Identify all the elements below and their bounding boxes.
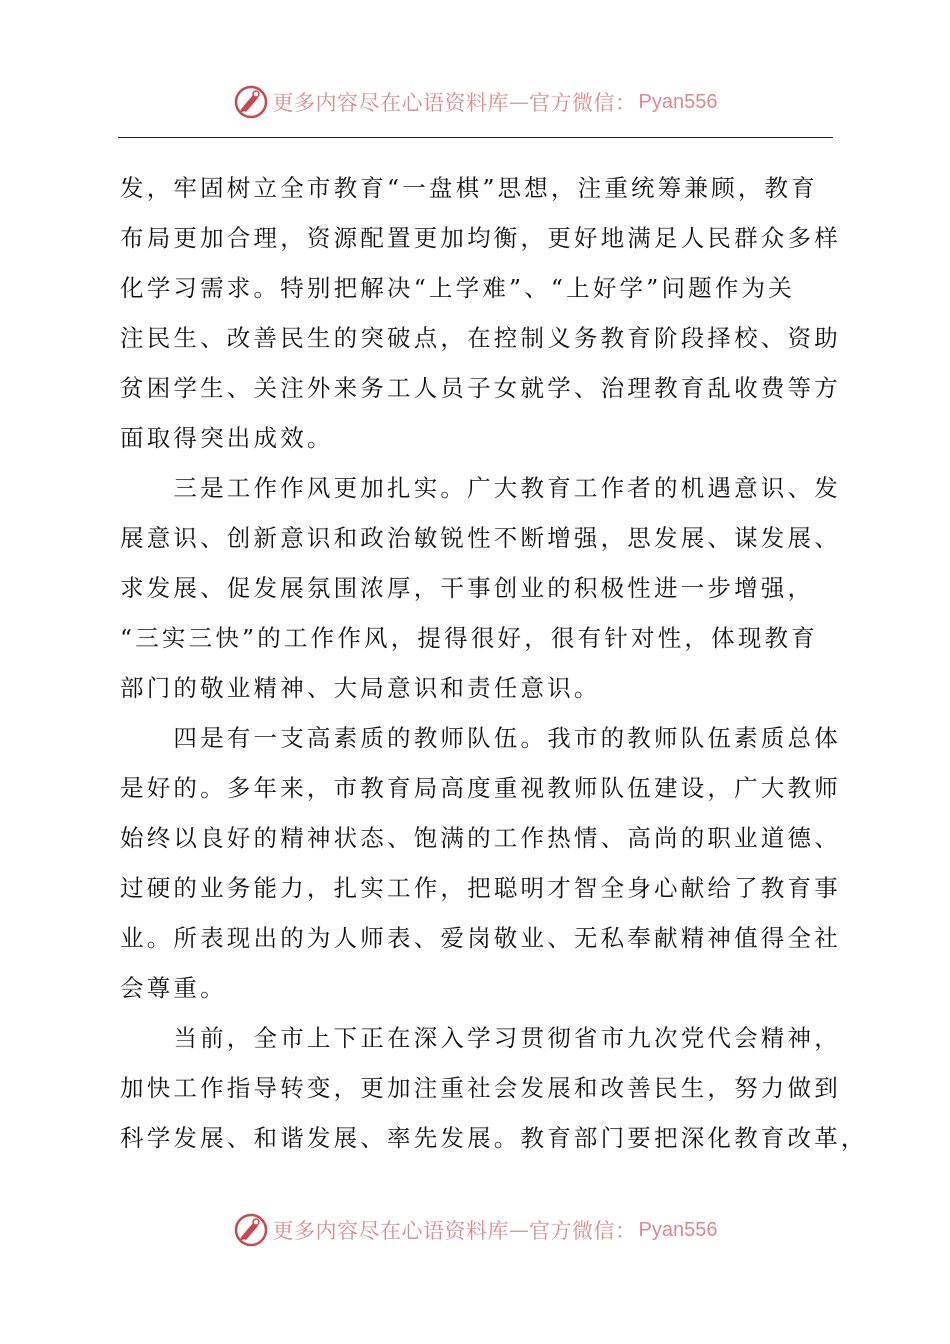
paragraph <box>120 713 841 1013</box>
text-line: 三是工作作风更加扎实。广大教育工作者的机遇意识、发 <box>120 474 841 502</box>
paragraph <box>120 1013 868 1163</box>
text-line: 求发展、促发展氛围浓厚，干事创业的积极性进一步增强， <box>120 574 815 602</box>
text-line: “三实三快”的工作作风，提得很好，很有针对性，体现教育 <box>120 624 818 652</box>
watermark-label: 官方微信： <box>529 91 637 115</box>
text-line: 是好的。多年来，市教育局高度重视教师队伍建设，广大教师 <box>120 774 841 802</box>
watermark-wechat-id: Pyan556 <box>638 90 718 113</box>
text-line: 会尊重。 <box>120 974 227 1002</box>
text-line: 四是有一支高素质的教师队伍。我市的教师队伍素质总体 <box>120 724 841 752</box>
text-line: 面取得突出成效。 <box>120 424 334 452</box>
watermark-separator: — <box>509 90 530 114</box>
pen-logo-icon <box>233 84 269 120</box>
text-line: 部门的敬业精神、大局意识和责任意识。 <box>120 674 601 702</box>
watermark-text: 更多内容尽在心语资料库 <box>272 91 510 115</box>
paragraph <box>120 163 841 463</box>
text-line: 发，牢固树立全市教育“一盘棋”思想，注重统筹兼顾，教育 <box>120 174 818 202</box>
watermark-label: 官方微信： <box>529 1219 637 1243</box>
text-line: 展意识、创新意识和政治敏锐性不断增强，思发展、谋发展、 <box>120 524 841 552</box>
text-line: 业。所表现出的为人师表、爱岗敬业、无私奉献精神值得全社 <box>120 924 841 952</box>
header-divider <box>118 137 833 138</box>
text-line: 化学习需求。特别把解决“上学难”、“上好学”问题作为关 <box>120 274 795 302</box>
text-line: 加快工作指导转变，更加注重社会发展和改善民生，努力做到 <box>120 1074 841 1102</box>
text-line: 布局更加合理，资源配置更加均衡，更好地满足人民群众多样 <box>120 224 841 252</box>
text-line: 注民生、改善民生的突破点，在控制义务教育阶段择校、资助 <box>120 324 841 352</box>
watermark-text: 更多内容尽在心语资料库 <box>272 1219 510 1243</box>
text-line: 始终以良好的精神状态、饱满的工作热情、高尚的职业道德、 <box>120 824 841 852</box>
text-line: 当前，全市上下正在深入学习贯彻省市九次党代会精神， <box>120 1024 841 1052</box>
paragraph <box>120 463 841 713</box>
text-line: 科学发展、和谐发展、率先发展。教育部门要把深化教育改革， <box>120 1124 868 1152</box>
pen-logo-icon <box>233 1212 269 1248</box>
header-watermark <box>0 82 950 122</box>
footer-watermark <box>0 1210 950 1250</box>
document-body <box>120 163 868 1163</box>
watermark-separator: — <box>509 1218 530 1242</box>
text-line: 贫困学生、关注外来务工人员子女就学、治理教育乱收费等方 <box>120 374 841 402</box>
text-line: 过硬的业务能力，扎实工作，把聪明才智全身心献给了教育事 <box>120 874 841 902</box>
watermark-wechat-id: Pyan556 <box>638 1218 718 1241</box>
